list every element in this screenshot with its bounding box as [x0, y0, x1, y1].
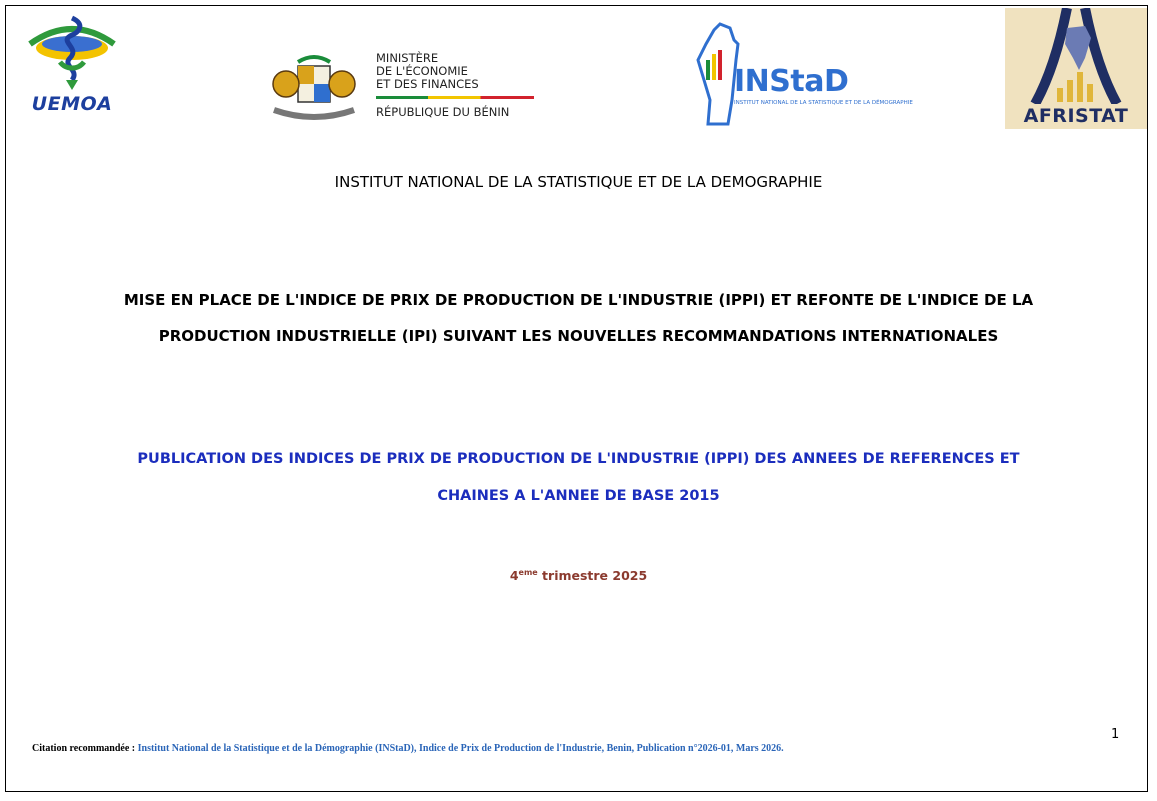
benin-flag-stripe	[376, 96, 534, 99]
benin-coat-of-arms-icon	[268, 52, 360, 124]
publication-title	[40, 441, 1117, 515]
institute-title: INSTITUT NATIONAL DE LA STATISTIQUE ET DE LA DEMOGRAPHIE	[334, 173, 823, 191]
uemoa-logo	[10, 14, 134, 119]
uemoa-emblem-icon	[10, 14, 134, 94]
citation-text: Institut National de la Statistique et de la Démographie (INStaD), Indice de Prix de Production de l'Industrie, Benin, Publication n°2026-01, Mars 2026.	[137, 743, 784, 754]
main-title-line-1: MISE EN PLACE DE L'INDICE DE PRIX DE PRODUCTION DE L'INDUSTRIE (IPPI) ET REFONTE DE L'INDICE DE LA	[123, 291, 1034, 309]
quarter-label	[0, 568, 1157, 583]
page-frame	[5, 5, 1148, 792]
quarter-text: trimestre 2025	[537, 568, 648, 584]
ministry-logo	[268, 52, 538, 124]
publication-title-line-1: PUBLICATION DES INDICES DE PRIX DE PRODUCTION DE L'INDUSTRIE (IPPI) DES ANNEES DE REFERENCES ET	[137, 451, 1020, 467]
instad-subtitle: INSTITUT NATIONAL DE LA STATISTIQUE ET DE LA DÉMOGRAPHIE	[734, 100, 913, 106]
page-number: 1	[1111, 727, 1120, 742]
citation	[32, 743, 784, 754]
main-title-line-2: PRODUCTION INDUSTRIELLE (IPI) SUIVANT LES NOUVELLES RECOMMANDATIONS INTERNATIONALES	[158, 327, 999, 345]
ministry-line-1: MINISTÈRE	[376, 51, 439, 65]
afristat-logo	[1005, 8, 1147, 129]
main-title	[40, 282, 1117, 354]
ministry-line-2: DE L'ÉCONOMIE	[376, 64, 468, 78]
ministry-name	[376, 52, 536, 91]
quarter-number: 4	[509, 568, 519, 584]
quarter-suffix: eme	[518, 568, 538, 577]
instad-logo	[694, 20, 913, 128]
afristat-wordmark: AFRISTAT	[1023, 105, 1129, 127]
uemoa-wordmark: UEMOA	[31, 93, 113, 115]
afristat-emblem-icon	[1005, 8, 1147, 104]
publication-title-line-2: CHAINES A L'ANNEE DE BASE 2015	[437, 488, 720, 504]
ministry-line-3: ET DES FINANCES	[376, 77, 479, 91]
citation-label: Citation recommandée :	[32, 743, 138, 754]
instad-wordmark: INStaD	[734, 64, 849, 99]
ministry-country: RÉPUBLIQUE DU BÉNIN	[376, 105, 510, 119]
